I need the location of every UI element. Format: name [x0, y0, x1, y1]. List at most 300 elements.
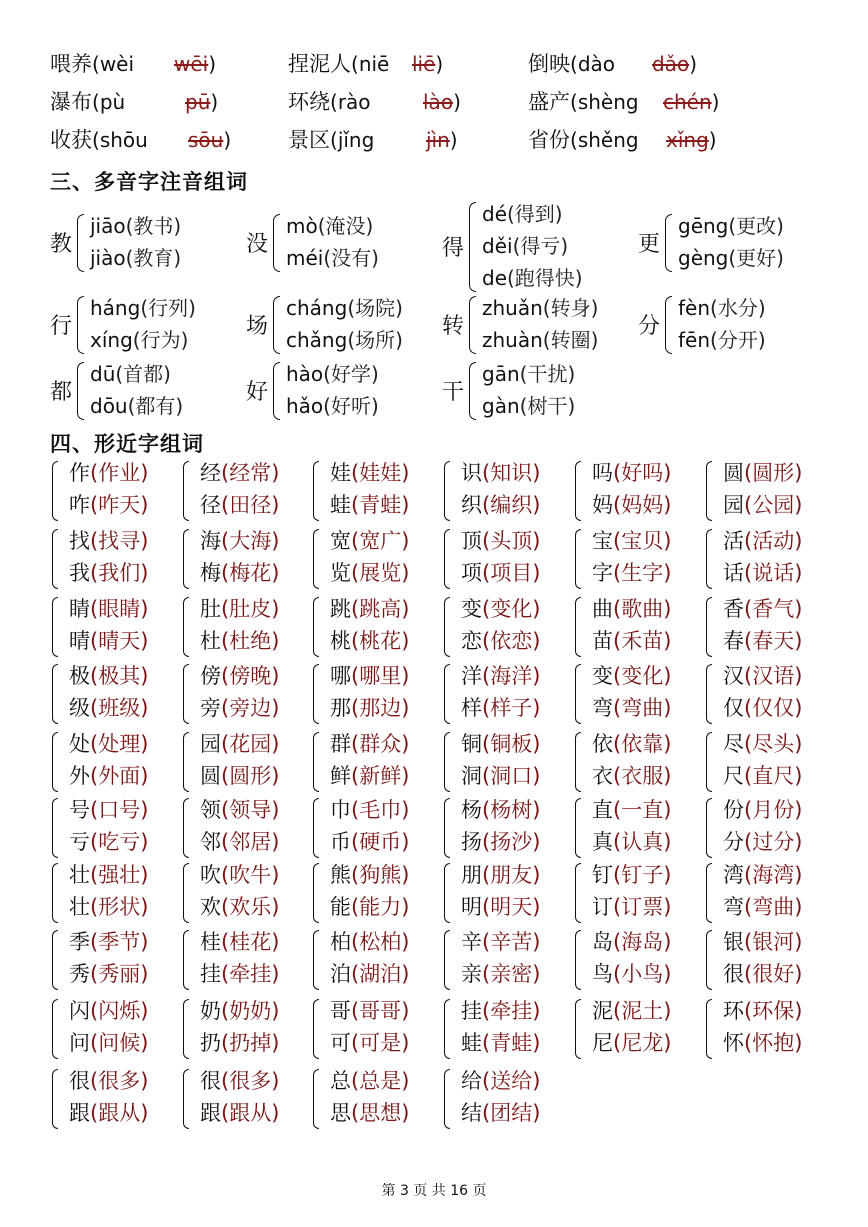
- brace: [52, 1069, 58, 1129]
- polyphone-char: 得: [442, 236, 465, 261]
- word: 捏泥人: [288, 52, 351, 76]
- similar-word: (领导): [221, 798, 280, 822]
- paren-close: ): [210, 90, 219, 114]
- similar-char: 弯: [592, 696, 613, 720]
- brace: [313, 664, 319, 724]
- similar-word: (极其): [90, 664, 149, 688]
- brace: [444, 597, 450, 657]
- similar-line: [69, 729, 148, 759]
- similar-line: [69, 1066, 148, 1096]
- similar-word: (弯曲): [744, 895, 803, 919]
- similar-char: 蛙: [330, 493, 351, 517]
- similar-line: [330, 490, 409, 520]
- similar-char: 找: [69, 529, 90, 553]
- reading-word: (都有): [127, 394, 184, 418]
- similar-line: [330, 1066, 409, 1096]
- similar-word: (送给): [482, 1069, 541, 1093]
- similar-pair: [575, 860, 705, 926]
- similar-word: (项目): [482, 561, 541, 585]
- similar-pair: [313, 526, 443, 592]
- similar-line: [461, 729, 540, 759]
- similar-line: [200, 1098, 279, 1128]
- similar-char: 吹: [200, 863, 221, 887]
- similar-word: (杜绝): [221, 629, 280, 653]
- similar-word: (咋天): [90, 493, 149, 517]
- similar-line: [723, 927, 802, 957]
- similar-line: [200, 761, 279, 791]
- paren-close: ): [711, 90, 720, 114]
- reading-pinyin: méi: [286, 246, 324, 270]
- similar-line: [330, 959, 409, 989]
- brace: [575, 529, 581, 589]
- wrong-pinyin: lào: [423, 90, 454, 114]
- similar-word: (弯曲): [613, 696, 672, 720]
- similar-char: 园: [723, 493, 744, 517]
- paren-open: (: [330, 128, 338, 152]
- similar-line: [200, 1028, 279, 1058]
- brace: [706, 732, 712, 792]
- word: 倒映: [528, 52, 570, 76]
- similar-char: 泥: [592, 999, 613, 1023]
- similar-char: 经: [200, 461, 221, 485]
- similar-char: 径: [200, 493, 221, 517]
- polyphone-reading: [482, 324, 598, 356]
- similar-char: 亏: [69, 830, 90, 854]
- word: 收获: [50, 128, 92, 152]
- similar-word: (怀抱): [744, 1031, 803, 1055]
- similar-word: (泥土): [613, 999, 672, 1023]
- similar-char: 银: [723, 930, 744, 954]
- polyphone-char: 分: [638, 314, 661, 339]
- similar-word: (尼龙): [613, 1031, 672, 1055]
- similar-pair: [183, 526, 313, 592]
- similar-line: [723, 693, 802, 723]
- paren-open: (: [92, 90, 100, 114]
- similar-word: (欢乐): [221, 895, 280, 919]
- wrong-pinyin-wrap: [174, 46, 216, 82]
- similar-pair: [183, 1066, 313, 1132]
- wrong-pinyin: xǐng: [666, 128, 709, 152]
- reading-pinyin: děi: [482, 234, 513, 258]
- brace: [444, 664, 450, 724]
- reading-pinyin: xíng: [90, 328, 133, 352]
- similar-line: [69, 1028, 148, 1058]
- pinyin-entry: [288, 122, 458, 158]
- similar-char: 宝: [592, 529, 613, 553]
- reading-pinyin: jiào: [90, 246, 126, 270]
- similar-char: 泊: [330, 962, 351, 986]
- similar-word: (海洋): [482, 664, 541, 688]
- brace: [77, 214, 84, 272]
- paren-close: ): [208, 52, 217, 76]
- pinyin-entry: [528, 84, 720, 120]
- similar-pair: [52, 860, 182, 926]
- pinyin-entry: [50, 122, 232, 158]
- similar-word: (说话): [744, 561, 803, 585]
- similar-word: (口号): [90, 798, 149, 822]
- reading-word: (场院): [347, 296, 403, 320]
- similar-word: (跳高): [351, 597, 410, 621]
- brace: [313, 930, 319, 990]
- similar-pair: [313, 795, 443, 861]
- similar-pair: [575, 661, 705, 727]
- polyphone-char: 好: [246, 380, 269, 405]
- similar-pair: [52, 927, 182, 993]
- word: 喂养: [50, 52, 92, 76]
- similar-char: 邻: [200, 830, 221, 854]
- polyphone-reading: [286, 358, 379, 390]
- similar-char: 结: [461, 1101, 482, 1125]
- similar-char: 尽: [723, 732, 744, 756]
- similar-word: (跟从): [90, 1101, 149, 1125]
- section-4-title: 四、形近字组词: [50, 432, 204, 456]
- brace: [706, 930, 712, 990]
- brace: [706, 798, 712, 858]
- similar-char: 份: [723, 798, 744, 822]
- similar-line: [200, 729, 279, 759]
- similar-word: (依恋): [482, 629, 541, 653]
- similar-char: 挂: [461, 999, 482, 1023]
- similar-char: 识: [461, 461, 482, 485]
- similar-line: [723, 795, 802, 825]
- similar-line: [461, 860, 540, 890]
- similar-char: 睛: [69, 597, 90, 621]
- polyphone-reading: [286, 324, 403, 356]
- brace: [52, 597, 58, 657]
- similar-line: [461, 761, 540, 791]
- similar-word: (吃亏): [90, 830, 149, 854]
- pinyin-entry: [50, 84, 219, 120]
- reading-word: (首都): [115, 362, 171, 386]
- reading-word: (行列): [140, 296, 196, 320]
- brace: [706, 597, 712, 657]
- similar-line: [330, 661, 409, 691]
- similar-line: [330, 1028, 409, 1058]
- similar-line: [330, 761, 409, 791]
- polyphone-char: 干: [442, 380, 465, 405]
- similar-line: [200, 661, 279, 691]
- similar-pair: [52, 594, 182, 660]
- similar-pair: [706, 927, 836, 993]
- similar-line: [330, 927, 409, 957]
- brace: [273, 362, 280, 420]
- reading-word: (更好): [728, 246, 784, 270]
- reading-word: (得亏): [512, 234, 569, 258]
- similar-word: (我们): [90, 561, 149, 585]
- reading-word: (水分): [710, 296, 766, 320]
- similar-line: [330, 594, 409, 624]
- similar-char: 哪: [330, 664, 351, 688]
- similar-char: 跟: [200, 1101, 221, 1125]
- polyphone-reading: [90, 242, 181, 274]
- polyphone-char: 都: [50, 380, 73, 405]
- similar-char: 湾: [723, 863, 744, 887]
- brace: [183, 461, 189, 521]
- brace: [183, 930, 189, 990]
- similar-char: 欢: [200, 895, 221, 919]
- similar-pair: [706, 594, 836, 660]
- similar-char: 鸟: [592, 962, 613, 986]
- similar-word: (依靠): [613, 732, 672, 756]
- similar-char: 跟: [69, 1101, 90, 1125]
- similar-line: [461, 927, 540, 957]
- page-footer: 第 3 页 共 16 页: [381, 1183, 487, 1199]
- brace: [706, 999, 712, 1059]
- brace: [575, 930, 581, 990]
- polyphone-char: 没: [246, 232, 269, 257]
- similar-pair: [575, 996, 705, 1062]
- similar-pair: [444, 526, 574, 592]
- similar-word: (松柏): [351, 930, 410, 954]
- similar-line: [330, 558, 409, 588]
- similar-line: [200, 558, 279, 588]
- similar-word: (银河): [744, 930, 803, 954]
- similar-char: 极: [69, 664, 90, 688]
- similar-line: [200, 594, 279, 624]
- brace: [313, 732, 319, 792]
- reading-word: (得到): [507, 202, 563, 226]
- similar-word: (桃花): [351, 629, 410, 653]
- pinyin-entry: [528, 46, 697, 82]
- similar-word: (湖泊): [351, 962, 410, 986]
- similar-word: (朋友): [482, 863, 541, 887]
- similar-word: (牵挂): [482, 999, 541, 1023]
- similar-line: [592, 927, 671, 957]
- pinyin-row: [50, 122, 840, 158]
- similar-line: [200, 927, 279, 957]
- similar-line: [592, 693, 671, 723]
- similar-char: 扬: [461, 830, 482, 854]
- wrong-pinyin-wrap: [185, 84, 218, 120]
- paren-close: ): [435, 52, 444, 76]
- brace: [77, 362, 84, 420]
- paren-close: ): [689, 52, 697, 76]
- reading-word: (教育): [125, 246, 182, 270]
- similar-word: (铜板): [482, 732, 541, 756]
- reading-pinyin: zhuàn: [482, 328, 543, 352]
- reading-pinyin: chǎng: [286, 328, 348, 352]
- similar-word: (花园): [221, 732, 280, 756]
- similar-line: [461, 1066, 540, 1096]
- similar-line: [200, 996, 279, 1026]
- similar-char: 朋: [461, 863, 482, 887]
- polyphone-reading: [90, 210, 181, 242]
- similar-word: (圆形): [221, 764, 280, 788]
- similar-line: [461, 693, 540, 723]
- reading-pinyin: fēn: [678, 328, 711, 352]
- wrong-pinyin-wrap: [663, 84, 719, 120]
- similar-char: 外: [69, 764, 90, 788]
- wrong-pinyin-wrap: [666, 122, 717, 158]
- word: 瀑布: [50, 90, 92, 114]
- similar-word: (傍晚): [221, 664, 280, 688]
- similar-line: [69, 626, 148, 656]
- polyphone-reading: [482, 390, 575, 422]
- similar-char: 秀: [69, 962, 90, 986]
- similar-word: (春天): [744, 629, 803, 653]
- similar-word: (订票): [613, 895, 672, 919]
- similar-word: (青蛙): [351, 493, 410, 517]
- similar-char: 晴: [69, 629, 90, 653]
- similar-char: 杜: [200, 629, 221, 653]
- similar-char: 蛙: [461, 1031, 482, 1055]
- reading-word: (分开): [710, 328, 766, 352]
- similar-word: (辛苦): [482, 930, 541, 954]
- similar-word: (生字): [613, 561, 672, 585]
- similar-pair: [313, 661, 443, 727]
- similar-pair: [313, 860, 443, 926]
- paren-open: (: [330, 90, 338, 114]
- similar-word: (思想): [351, 1101, 410, 1125]
- similar-char: 变: [461, 597, 482, 621]
- reading-pinyin: mò: [286, 214, 318, 238]
- correct-pinyin: dào: [577, 52, 615, 76]
- similar-word: (处理): [90, 732, 149, 756]
- similar-pair: [183, 729, 313, 795]
- brace: [313, 798, 319, 858]
- similar-word: (变化): [613, 664, 672, 688]
- similar-line: [200, 490, 279, 520]
- similar-char: 很: [69, 1069, 90, 1093]
- similar-word: (硬币): [351, 830, 410, 854]
- similar-line: [461, 661, 540, 691]
- brace: [444, 930, 450, 990]
- similar-line: [592, 661, 671, 691]
- similar-line: [592, 558, 671, 588]
- paren-open: (: [92, 52, 100, 76]
- similar-line: [461, 795, 540, 825]
- reading-pinyin: dōu: [90, 394, 128, 418]
- reading-pinyin: gān: [482, 362, 520, 386]
- similar-word: (好吗): [613, 461, 672, 485]
- similar-pair: [444, 1066, 574, 1132]
- similar-pair: [706, 458, 836, 524]
- similar-char: 织: [461, 493, 482, 517]
- similar-line: [461, 1098, 540, 1128]
- similar-word: (能力): [351, 895, 410, 919]
- similar-pair: [183, 661, 313, 727]
- brace: [273, 214, 280, 272]
- similar-line: [200, 1066, 279, 1096]
- brace: [444, 529, 450, 589]
- similar-char: 问: [69, 1031, 90, 1055]
- brace: [313, 461, 319, 521]
- similar-pair: [52, 729, 182, 795]
- reading-pinyin: dū: [90, 362, 116, 386]
- reading-pinyin: gèng: [678, 246, 729, 270]
- similar-char: 亲: [461, 962, 482, 986]
- similar-pair: [575, 594, 705, 660]
- similar-line: [200, 827, 279, 857]
- similar-line: [200, 860, 279, 890]
- brace: [52, 529, 58, 589]
- similar-char: 柏: [330, 930, 351, 954]
- brace: [575, 863, 581, 923]
- polyphone-reading: [90, 292, 196, 324]
- similar-line: [69, 526, 148, 556]
- similar-line: [592, 827, 671, 857]
- paren-close: ): [453, 90, 461, 114]
- similar-char: 环: [723, 999, 744, 1023]
- brace: [313, 529, 319, 589]
- similar-word: (仅仅): [744, 696, 803, 720]
- similar-word: (扔掉): [221, 1031, 280, 1055]
- similar-word: (海岛): [613, 930, 672, 954]
- similar-word: (强壮): [90, 863, 149, 887]
- similar-line: [723, 458, 802, 488]
- similar-char: 话: [723, 561, 744, 585]
- brace: [52, 863, 58, 923]
- similar-line: [592, 860, 671, 890]
- similar-char: 级: [69, 696, 90, 720]
- similar-char: 香: [723, 597, 744, 621]
- similar-char: 苗: [592, 629, 613, 653]
- similar-word: (洞口): [482, 764, 541, 788]
- reading-pinyin: háng: [90, 296, 141, 320]
- similar-line: [200, 526, 279, 556]
- similar-word: (奶奶): [221, 999, 280, 1023]
- similar-line: [592, 626, 671, 656]
- reading-word: (场所): [347, 328, 403, 352]
- similar-line: [723, 1028, 802, 1058]
- similar-char: 壮: [69, 895, 90, 919]
- similar-line: [69, 827, 148, 857]
- paren-close: ): [708, 128, 717, 152]
- similar-pair: [444, 594, 574, 660]
- brace: [575, 999, 581, 1059]
- similar-line: [200, 626, 279, 656]
- similar-word: (明天): [482, 895, 541, 919]
- brace: [77, 296, 84, 354]
- brace: [575, 732, 581, 792]
- brace: [313, 863, 319, 923]
- similar-word: (尽头): [744, 732, 803, 756]
- similar-char: 跳: [330, 597, 351, 621]
- similar-char: 吗: [592, 461, 613, 485]
- similar-line: [723, 490, 802, 520]
- similar-line: [592, 959, 671, 989]
- wrong-pinyin: jìn: [426, 128, 450, 152]
- similar-word: (大海): [221, 529, 280, 553]
- similar-char: 娃: [330, 461, 351, 485]
- similar-char: 闪: [69, 999, 90, 1023]
- similar-line: [330, 626, 409, 656]
- similar-pair: [706, 795, 836, 861]
- similar-word: (直尺): [744, 764, 803, 788]
- similar-line: [330, 860, 409, 890]
- similar-pair: [183, 594, 313, 660]
- reading-word: (行为): [132, 328, 189, 352]
- reading-word: (好听): [323, 394, 379, 418]
- pinyin-entry: [50, 46, 217, 82]
- similar-word: (海湾): [744, 863, 803, 887]
- correct-pinyin: shèng: [577, 90, 639, 114]
- similar-pair: [444, 661, 574, 727]
- similar-char: 梅: [200, 561, 221, 585]
- correct-pinyin: rào: [337, 90, 371, 114]
- pinyin-entry: [288, 84, 461, 120]
- similar-char: 给: [461, 1069, 482, 1093]
- similar-word: (香气): [744, 597, 803, 621]
- wrong-pinyin: pū: [185, 90, 211, 114]
- similar-line: [200, 959, 279, 989]
- similar-char: 鲜: [330, 764, 351, 788]
- similar-pair: [444, 996, 574, 1062]
- similar-char: 傍: [200, 664, 221, 688]
- similar-word: (环保): [744, 999, 803, 1023]
- similar-char: 宽: [330, 529, 351, 553]
- similar-char: 园: [200, 732, 221, 756]
